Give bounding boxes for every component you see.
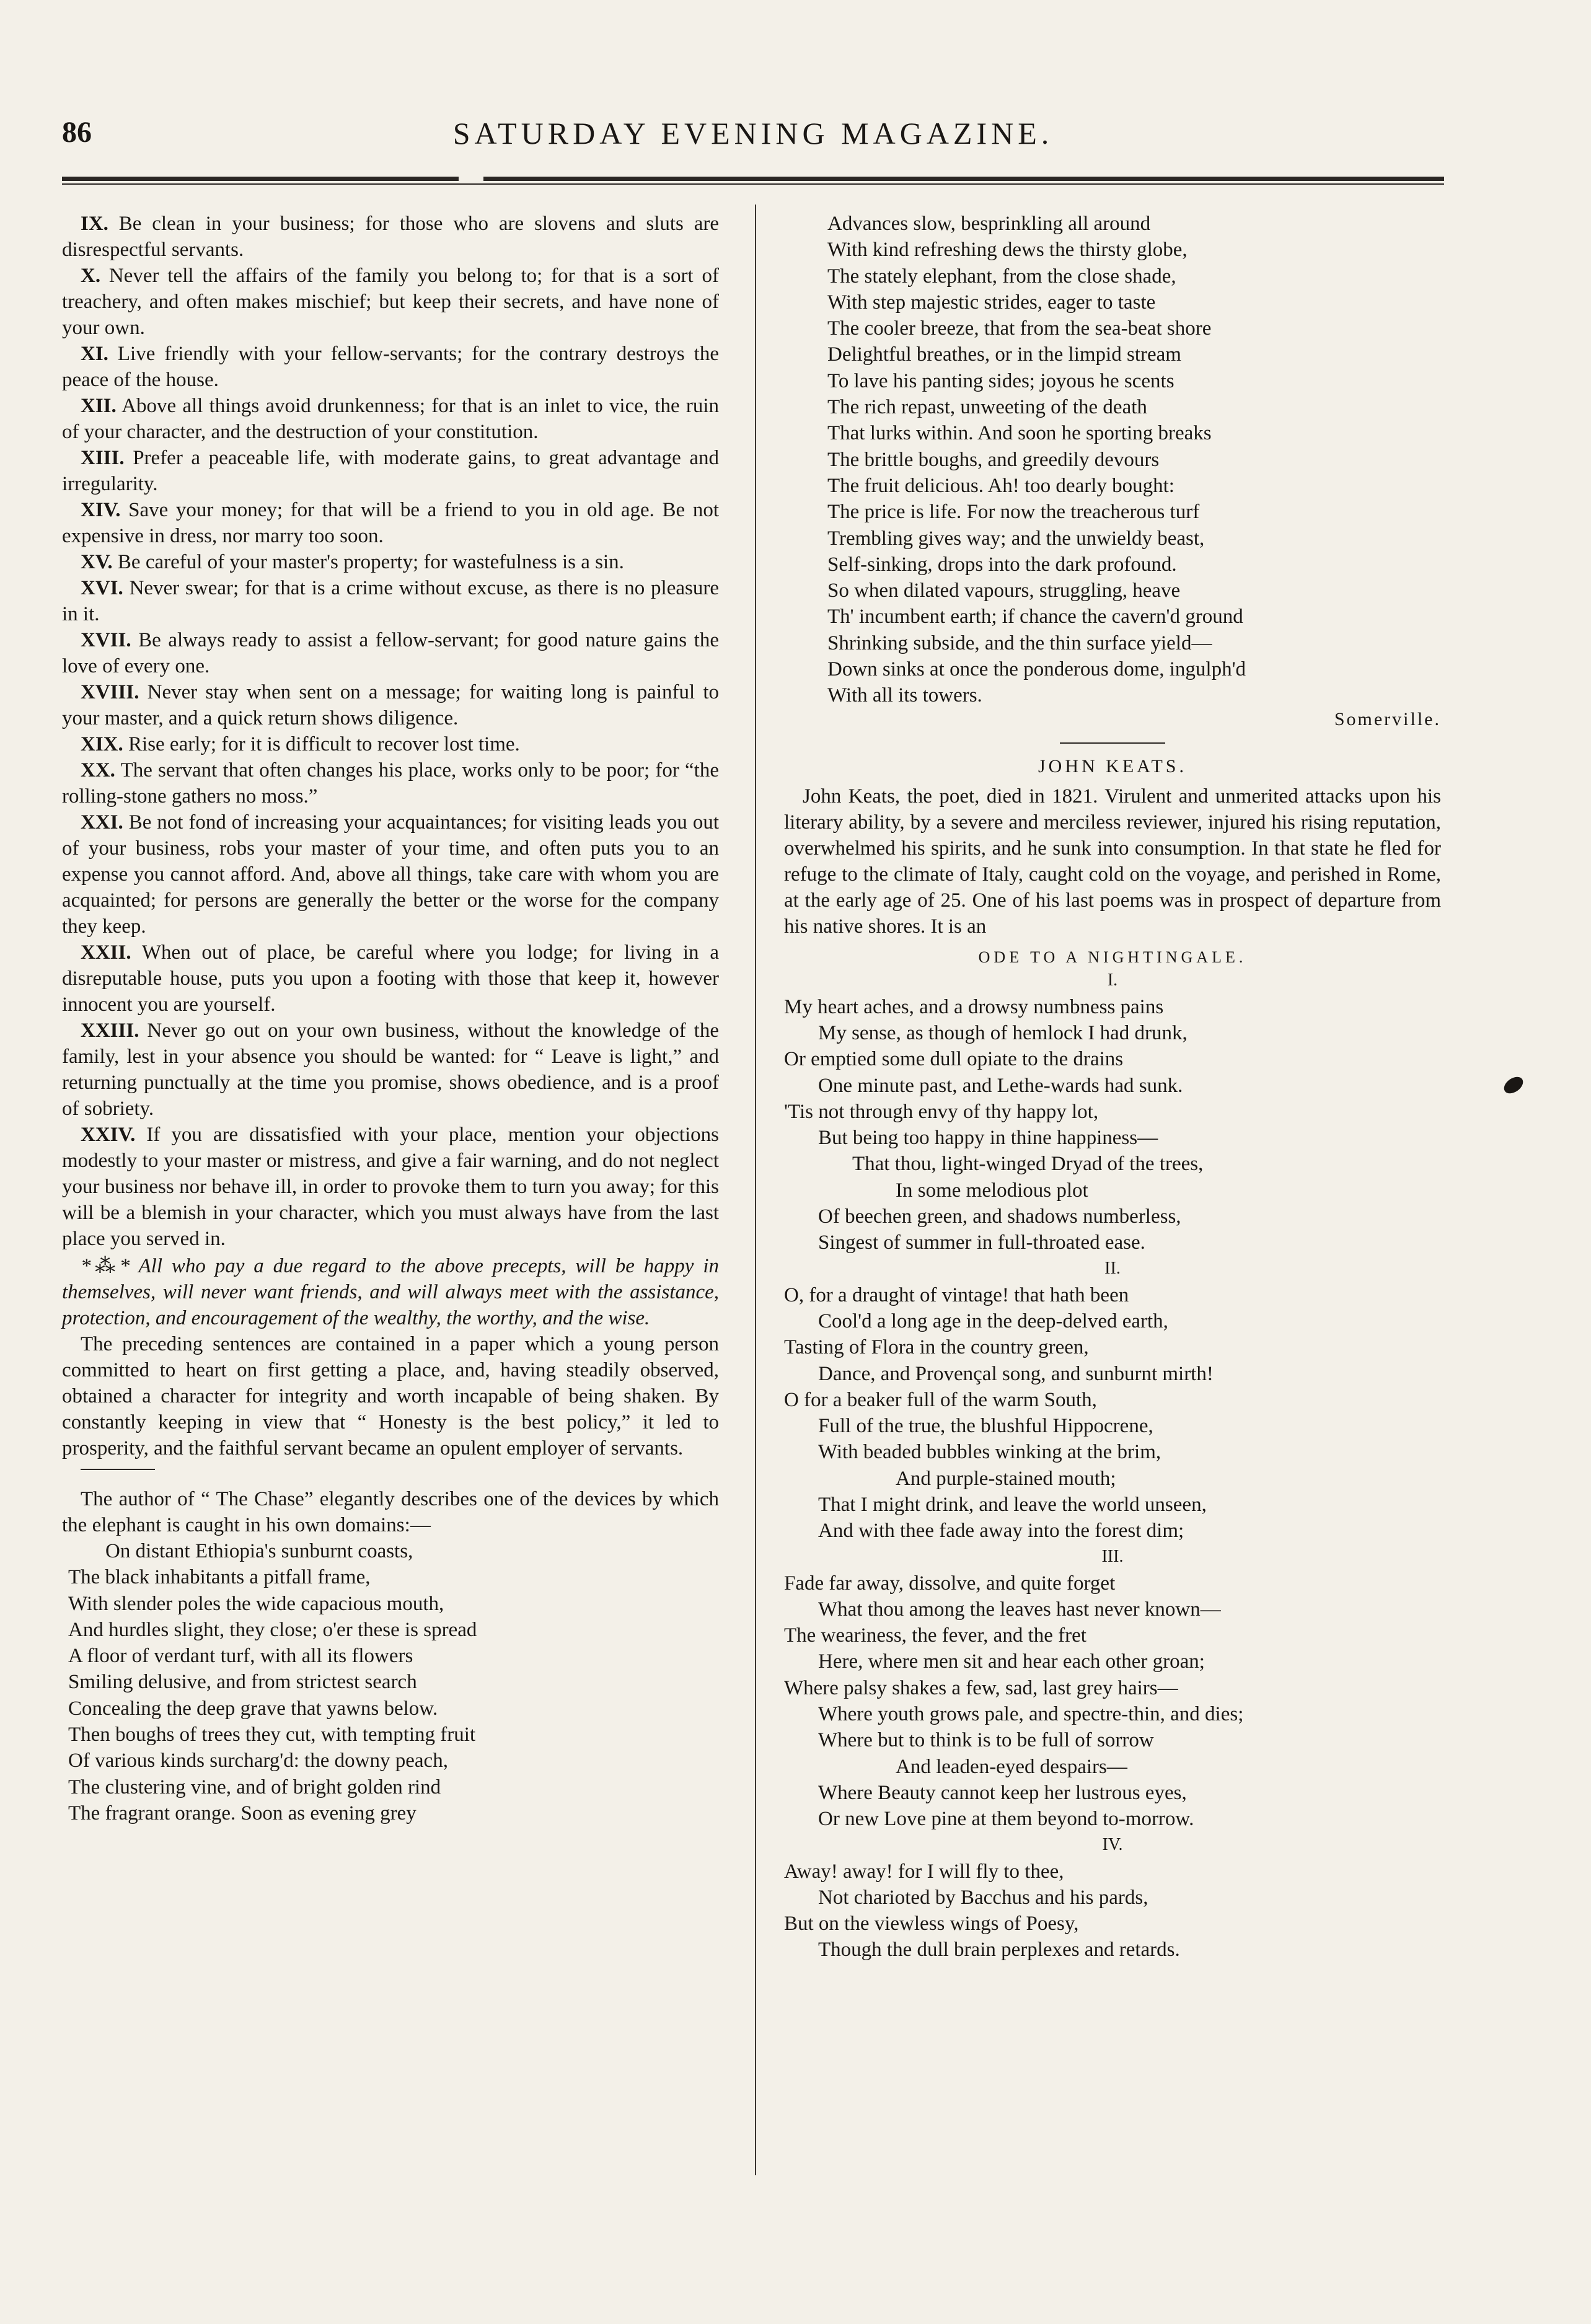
rule-text: The servant that often changes his place, works only to be poor; for “the rolling-stone gathers no moss.” [62, 759, 719, 808]
ode-line: Or new Love pine at them beyond to-morrow. [818, 1808, 1194, 1831]
running-head: SATURDAY EVENING MAGAZINE. [452, 116, 1054, 151]
rule-number: XIX. [81, 733, 123, 755]
verse-line: And hurdles slight, they close; o'er these is spread [68, 1618, 477, 1641]
verse-line: With slender poles the wide capacious mouth, [68, 1592, 444, 1615]
left-column [62, 211, 719, 1826]
ode-line: Singest of summer in full-throated ease. [818, 1231, 1145, 1254]
rule-paragraph [62, 731, 719, 757]
rule-number: XVII. [81, 629, 131, 651]
rule-text: Be careful of your master's property; for wastefulness is a sin. [112, 551, 624, 573]
column-divider [755, 205, 756, 2175]
rule-number: XIII. [81, 447, 125, 469]
ode-line: With beaded bubbles winking at the brim, [818, 1441, 1161, 1464]
ode-line: And purple-stained mouth; [896, 1467, 1116, 1490]
stanza [784, 1282, 1441, 1544]
rule-number: IX. [81, 213, 108, 235]
rule-paragraph [62, 940, 719, 1018]
ode-line: Fade far away, dissolve, and quite forget [784, 1572, 1116, 1595]
ink-blot [1501, 1073, 1526, 1097]
rule-paragraph [62, 1122, 719, 1252]
servant-rules [62, 211, 719, 1252]
ode-line: But on the viewless wings of Poesy, [784, 1912, 1079, 1935]
verse-line: Shrinking subside, and the thin surface yield— [827, 632, 1212, 654]
verse-line: To lave his panting sides; joyous he scents [827, 369, 1175, 392]
rule-text: Prefer a peaceable life, with moderate gains, to great advantage and irregularity. [62, 447, 719, 495]
verse-line: Concealing the deep grave that yawns below. [68, 1697, 438, 1720]
rule-paragraph [62, 679, 719, 731]
verse-line: Advances slow, besprinkling all around [827, 213, 1151, 235]
rule-number: XXI. [81, 811, 123, 834]
ode-line: Or emptied some dull opiate to the drains [784, 1048, 1124, 1071]
masthead [62, 112, 1444, 161]
ode-line: Where youth grows pale, and spectre-thin, and dies; [818, 1703, 1244, 1726]
rule-text: Rise early; for it is difficult to recover lost time. [123, 733, 520, 755]
verse-line: Smiling delusive, and from strictest search [68, 1671, 417, 1694]
stanza-number: I. [1107, 970, 1118, 990]
ode-line: Though the dull brain perplexes and retards. [818, 1939, 1180, 1961]
ode-line: What thou among the leaves hast never known— [818, 1598, 1221, 1621]
ode-line: Cool'd a long age in the deep-delved earth, [818, 1309, 1168, 1332]
ode-line: The weariness, the fever, and the fret [784, 1624, 1086, 1647]
ode-line: Of beechen green, and shadows numberless, [818, 1205, 1181, 1228]
rule-text: Save your money; for that will be a friend to you in old age. Be not expensive in dress, nor marry too soon. [62, 499, 719, 547]
ode-line: And with thee fade away into the forest dim; [818, 1520, 1184, 1543]
rule-number: X. [81, 265, 101, 287]
rule-number: XV. [81, 551, 113, 573]
ode-stanzas [784, 971, 1441, 1963]
ode-line: Dance, and Provençal song, and sunburnt mirth! [818, 1362, 1214, 1385]
verse-line: That lurks within. And soon he sporting breaks [827, 422, 1212, 445]
stanza [784, 1859, 1441, 1963]
rule-number: XIV. [81, 499, 121, 521]
verse-line: With step majestic strides, eager to taste [827, 291, 1156, 314]
ode-line: Where Beauty cannot keep her lustrous eyes, [818, 1781, 1187, 1804]
note-paragraph: *⁂* All who pay a due regard to the above precepts, will be happy in themselves, will never want friends, and will always meet with the assistance, protection, and encouragement of the wealthy, the worthy, and the wise. [62, 1255, 719, 1329]
rule-text: Never stay when sent on a message; for waiting long is painful to your master, and a quick return shows diligence. [62, 681, 719, 729]
stanza-number: II. [1104, 1258, 1121, 1278]
rule-paragraph [62, 549, 719, 575]
verse-line: The fruit delicious. Ah! too dearly bought: [827, 474, 1175, 497]
verse-line: With kind refreshing dews the thirsty globe, [827, 239, 1188, 262]
rule-text: Be clean in your business; for those who are slovens and sluts are disrespectful servants. [62, 213, 719, 261]
rule-paragraph [62, 393, 719, 445]
ode-line: 'Tis not through envy of thy happy lot, [784, 1100, 1099, 1123]
ode-line: My heart aches, and a drowsy numbness pains [784, 995, 1164, 1018]
keats-paragraph: John Keats, the poet, died in 1821. Virulent and unmerited attacks upon his literary ability, by a severe and merciless reviewer, injured his rising reputation, overwhelmed his spirits, and he sunk into consumption. In that state he fled for refuge to the climate of Italy, caught cold on the voyage, and perished in Rome, at the early age of 25. One of his last poems was in prospect of departure from his native shores. It is an [784, 785, 1441, 938]
ode-line: Here, where men sit and hear each other groan; [818, 1650, 1205, 1673]
ode-line: Where palsy shakes a few, sad, last grey hairs— [784, 1676, 1178, 1699]
ode-line: In some melodious plot [896, 1179, 1088, 1202]
verse-line: Trembling gives way; and the unwieldy beast, [827, 527, 1205, 550]
stanza-number: IV. [1102, 1834, 1123, 1854]
rule-number: XI. [81, 343, 108, 365]
verse-line: The price is life. For now the treacherous turf [827, 501, 1200, 524]
keats-heading: JOHN KEATS. [1038, 755, 1187, 777]
ode-line: My sense, as though of hemlock I had drunk, [818, 1021, 1188, 1044]
rule-text: Be always ready to assist a fellow-servant; for good nature gains the love of every one. [62, 629, 719, 677]
verse-line: Down sinks at once the ponderous dome, ingulph'd [827, 658, 1246, 681]
ode-line: O, for a draught of vintage! that hath been [784, 1283, 1129, 1306]
verse-line: The stately elephant, from the close shade, [827, 265, 1176, 288]
stanza [784, 1570, 1441, 1833]
verse-line: Th' incumbent earth; if chance the cavern'd ground [827, 605, 1243, 628]
verse-line: The cooler breeze, that from the sea-beat shore [827, 317, 1212, 340]
rule-number: XII. [81, 395, 117, 417]
ode-title: ODE TO A NIGHTINGALE. [978, 948, 1247, 966]
ode-line: And leaden-eyed despairs— [896, 1755, 1127, 1778]
rule-number: XXIV. [81, 1124, 136, 1146]
verse-line: On distant Ethiopia's sunburnt coasts, [105, 1540, 413, 1562]
chase-verse-continued [784, 211, 1441, 709]
rule-text: When out of place, be careful where you lodge; for living in a disreputable house, puts you upon a footing with those that keep it, however innocent you are yourself. [62, 941, 719, 1016]
verse-line: The clustering vine, and of bright golden rind [68, 1776, 441, 1798]
verse-line: A floor of verdant turf, with all its flowers [68, 1645, 413, 1668]
ode-line: Full of the true, the blushful Hippocrene, [818, 1415, 1153, 1438]
rule-number: XVIII. [81, 681, 139, 703]
ode-line: Where but to think is to be full of sorrow [818, 1729, 1154, 1752]
rule-paragraph [62, 757, 719, 809]
rule-paragraph [62, 211, 719, 263]
verse-line: Self-sinking, drops into the dark profound. [827, 553, 1177, 576]
rule-number: XXIII. [81, 1019, 139, 1042]
page-number: 86 [62, 116, 92, 149]
rule-paragraph [62, 627, 719, 679]
rule-paragraph [62, 1018, 719, 1122]
ode-line: That I might drink, and leave the world unseen, [818, 1493, 1207, 1516]
rule-number: XVI. [81, 577, 123, 599]
verse-line: With all its towers. [827, 684, 982, 707]
ode-line: One minute past, and Lethe-wards had sunk. [818, 1074, 1183, 1097]
stanza [784, 994, 1441, 1256]
verse-line: The black inhabitants a pitfall frame, [68, 1566, 371, 1589]
rule-paragraph [62, 575, 719, 627]
rule-text: Never go out on your own business, without the knowledge of the family, lest in your absence you should be wanted: for “ Leave is light,” and returning punctually at the time you promise, shows obedience, and is a proof of sobriety. [62, 1019, 719, 1120]
rule-paragraph [62, 341, 719, 393]
section-rule [1060, 742, 1165, 744]
verse-line: The fragrant orange. Soon as evening grey [68, 1802, 416, 1824]
verse-line: The brittle boughs, and greedily devours [827, 448, 1160, 471]
header-rule [62, 177, 1444, 187]
chase-verse [62, 1538, 719, 1826]
rule-number: XXII. [81, 941, 131, 964]
section-rule [81, 1469, 155, 1470]
verse-line: Of various kinds surcharg'd: the downy peach, [68, 1750, 448, 1772]
rule-number: XX. [81, 759, 115, 781]
rule-paragraph [62, 497, 719, 549]
right-column [784, 211, 1441, 1963]
verse-line: So when dilated vapours, struggling, heave [827, 579, 1181, 602]
rule-paragraph [62, 809, 719, 940]
ode-line: Tasting of Flora in the country green, [784, 1336, 1089, 1359]
attribution: Somerville. [1334, 708, 1441, 729]
rule-text: Live friendly with your fellow-servants; for the contrary destroys the peace of the house. [62, 343, 719, 391]
rule-paragraph [62, 445, 719, 497]
ode-line: That thou, light-winged Dryad of the trees, [852, 1153, 1204, 1176]
closing-paragraph: The preceding sentences are contained in a paper which a young person committed to heart on first getting a place, and, having steadily observed, obtained a character for integrity and worth incapable of being shaken. By constantly keeping in view that “ Honesty is the best policy,” it led to prosperity, and the faithful servant became an opulent employer of servants. [62, 1333, 719, 1459]
stanza-number: III. [1101, 1546, 1124, 1566]
rule-text: If you are dissatisfied with your place, mention your objections modestly to your master or mistress, and give a fair warning, and do not neglect your business nor behave ill, in order to provoke them to turn you away; for this will be a blemish in your character, which you must always have from the last place you served in. [62, 1124, 719, 1250]
ode-line: Away! away! for I will fly to thee, [784, 1860, 1064, 1883]
ode-line: But being too happy in thine happiness— [818, 1127, 1158, 1150]
rule-text: Be not fond of increasing your acquaintances; for visiting leads you out of your business, robs your master of your time, and often puts you to an expense you cannot afford. And, above all things, take care with whom you are acquainted; for persons are generally the better or the worse for the company they keep. [62, 811, 719, 938]
rule-paragraph [62, 263, 719, 341]
verse-line: The rich repast, unweeting of the death [827, 396, 1147, 419]
chase-intro: The author of “ The Chase” elegantly describes one of the devices by which the elephant is caught in his own domains:— [62, 1488, 719, 1536]
ode-line: Not charioted by Bacchus and his pards, [818, 1886, 1148, 1909]
verse-line: Then boughs of trees they cut, with tempting fruit [68, 1723, 476, 1746]
verse-line: Delightful breathes, or in the limpid stream [827, 343, 1181, 366]
rule-text: Above all things avoid drunkenness; for that is an inlet to vice, the ruin of your character, and the destruction of your constitution. [62, 395, 719, 443]
rule-text: Never swear; for that is a crime without excuse, as there is no pleasure in it. [62, 577, 719, 625]
ode-line: O for a beaker full of the warm South, [784, 1388, 1097, 1411]
rule-text: Never tell the affairs of the family you belong to; for that is a sort of treachery, and often makes mischief; but keep their secrets, and have none of your own. [62, 265, 719, 339]
